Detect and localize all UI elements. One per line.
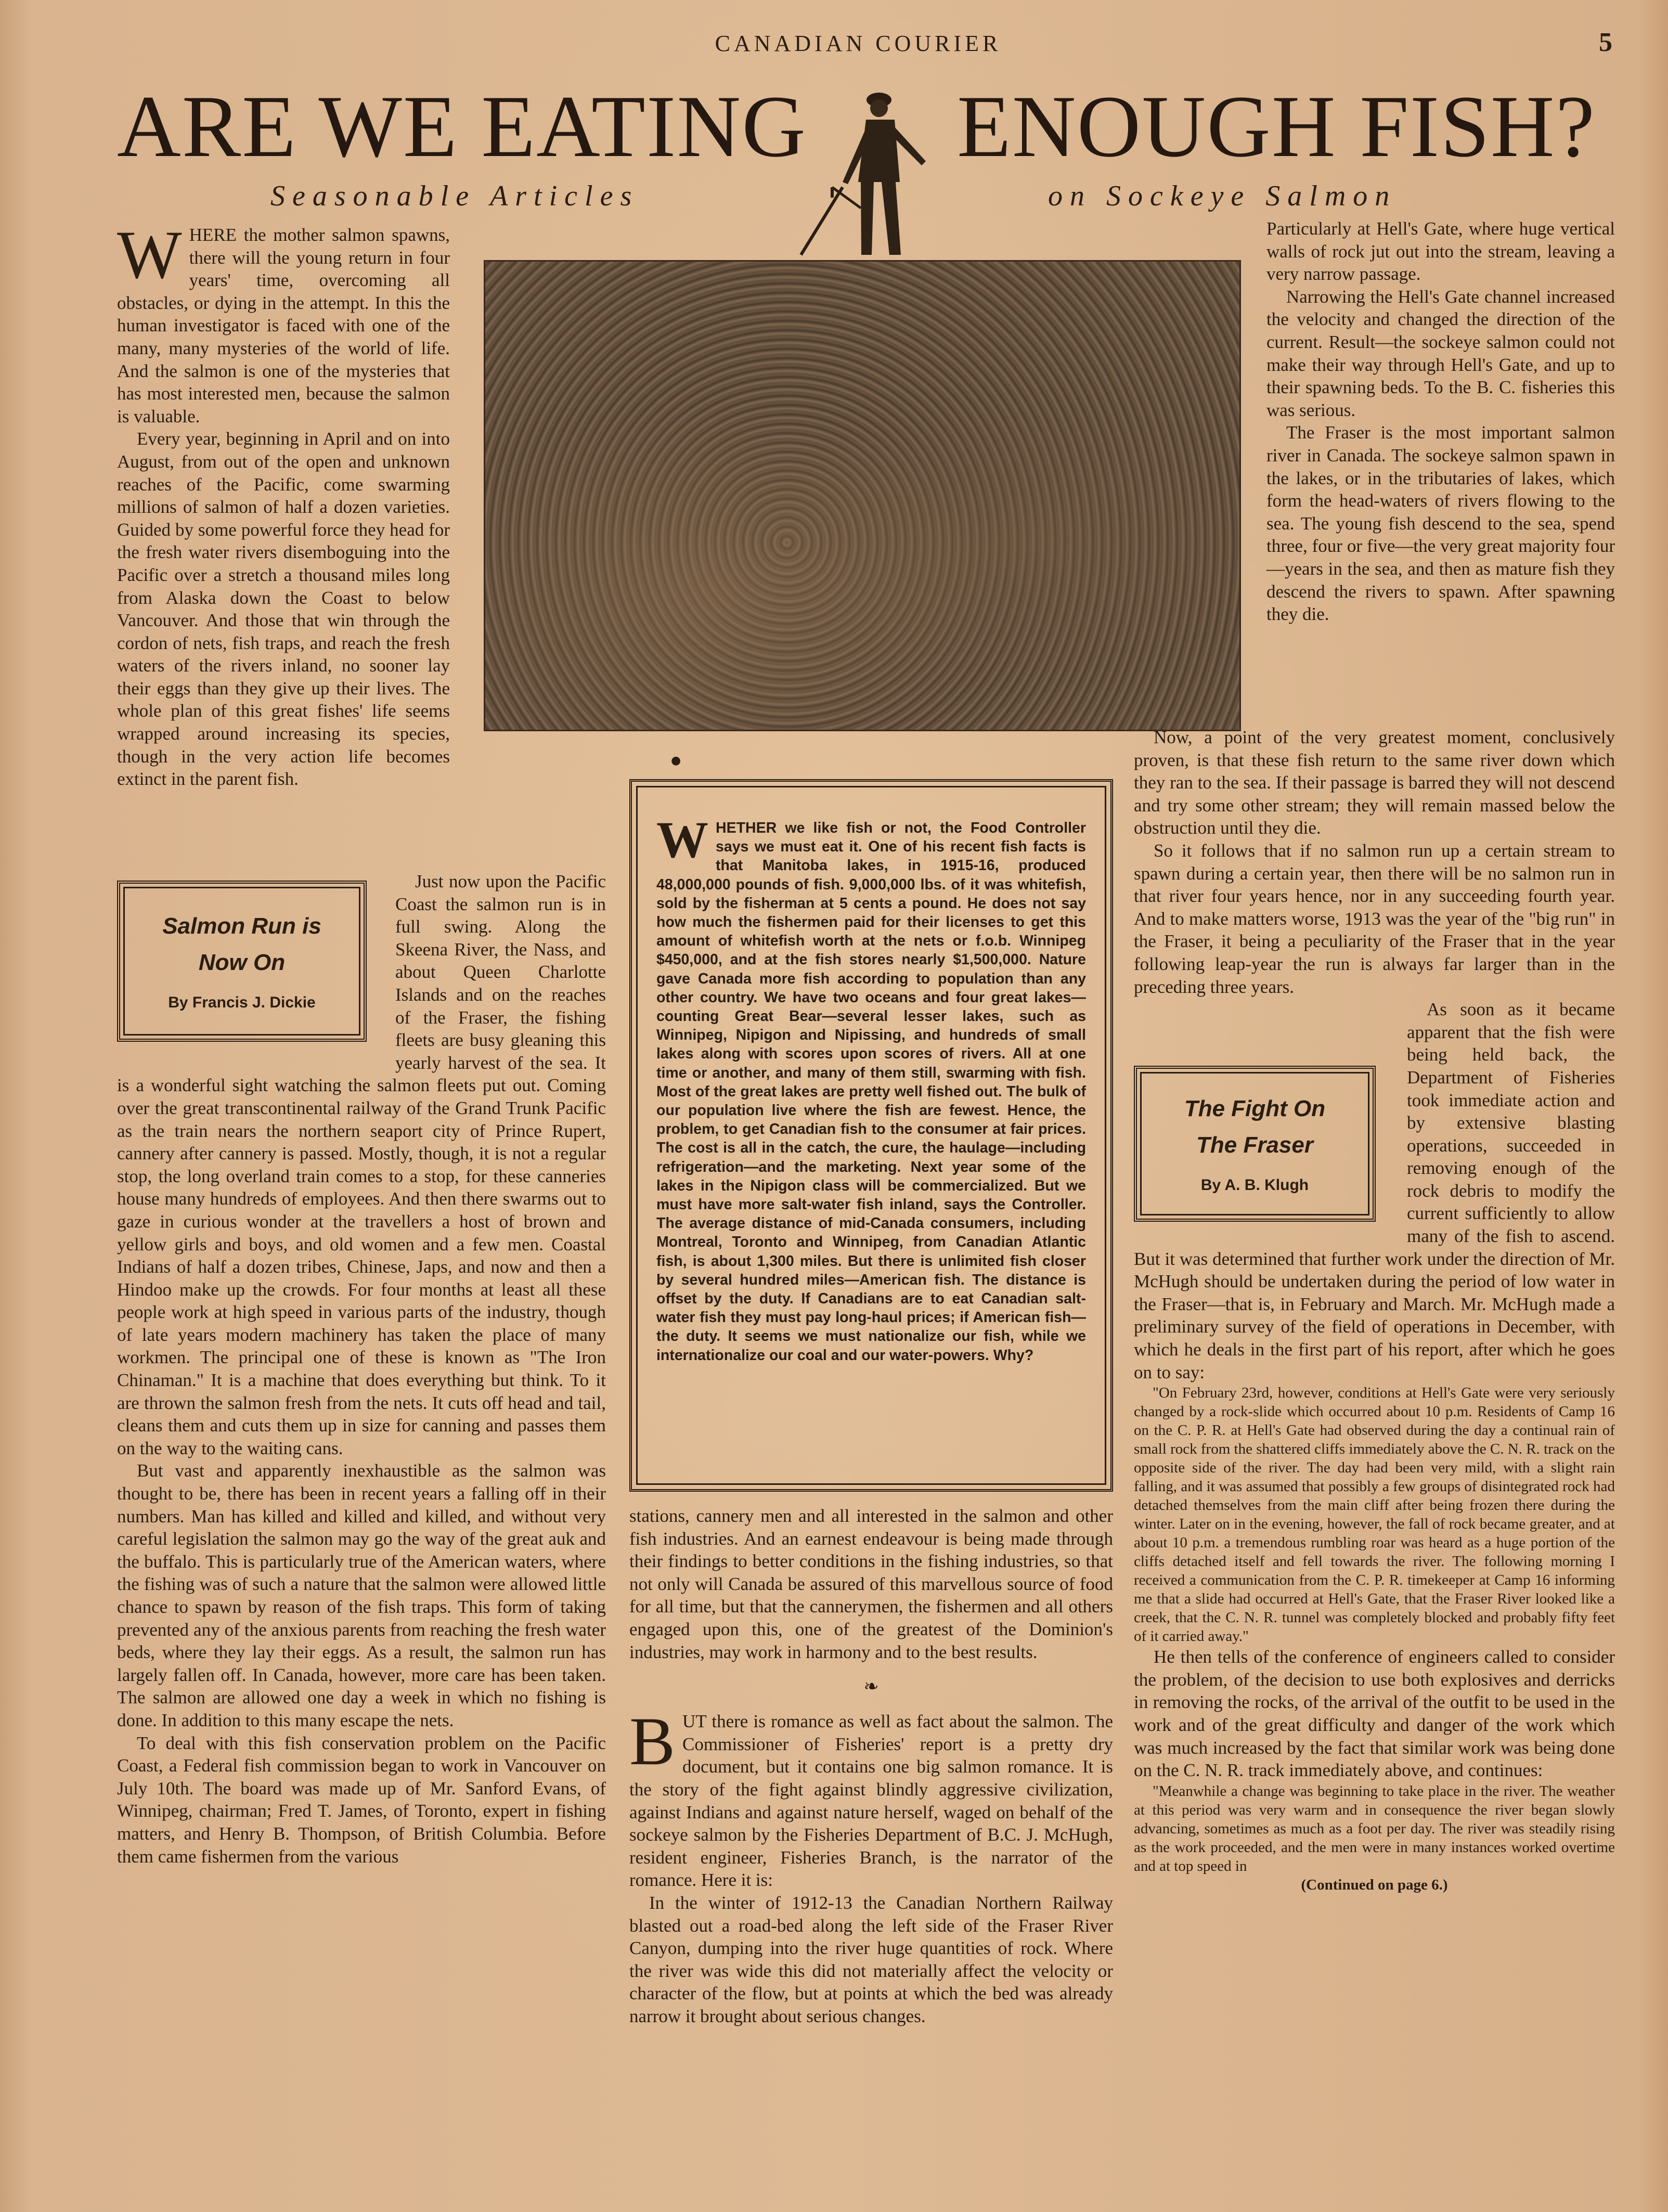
- magazine-name: CANADIAN COURIER: [715, 31, 1002, 56]
- paragraph: He then tells of the conference of engineers called to consider the problem, of the decision to use both explosives and derricks in removing the rocks, of the arrival of the outfit to be used in the work and of the great difficulty and danger of the work which was much increased by the fact that similar work was being done on the C. N. R. track immediately above, and continues:: [1134, 1647, 1615, 1781]
- salmon-pile-photo: [484, 260, 1241, 731]
- sidebar-salmon-run: [117, 881, 367, 1042]
- sidebar-fight-fraser: [1134, 1066, 1376, 1222]
- article-column-1-lower: [117, 870, 606, 1868]
- dropcap-w: W: [656, 811, 708, 869]
- food-controller-box: [629, 779, 1113, 1492]
- sidebar-title: The Fraser: [1196, 1132, 1313, 1158]
- article-column-1: [117, 216, 450, 791]
- paragraph: To deal with this fish conservation problem on the Pacific Coast, a Federal fish commission began to work in Vancouver on July 10th. The board was made up of Mr. Sanford Evans, of Winnipeg, chairman; Fred T. James, of Toronto, expert in fishing matters, and Henry B. Thompson, of British Columbia. Before them came fishermen from the various: [117, 1732, 606, 1867]
- sidebar-title: Salmon Run is: [162, 913, 321, 939]
- headline-left: ARE WE EATING: [117, 77, 807, 175]
- paragraph: HERE the mother salmon spawns, there will the young return in four years' time, overcoming all obstacles, or dying in the attempt. In this the human investigator is faced with one of the many, many mysteries of the world of life. And the salmon is one of the mysteries that has most interested men, because the salmon is valuable.: [117, 225, 450, 426]
- article-column-3: [1266, 217, 1615, 626]
- sidebar-byline: By Francis J. Dickie: [168, 994, 316, 1012]
- divider-ornament: ❧: [863, 1676, 879, 1697]
- deck-right: on Sockeye Salmon: [1048, 180, 1397, 212]
- article-column-2: [629, 1505, 1113, 2027]
- paragraph: Every year, beginning in April and on into August, from out of the open and unknown reaches of the Pacific, come swarming millions of salmon of half a dozen varieties. Guided by some powerful force they head for the fresh water rivers disemboguing into the Pacific over a stretch a thousand miles long from Alaska down the Coast to below Vancouver. And those that win through the cordon of nets, fish traps, and reach the fresh waters of the rivers inland, no sooner lay their eggs than they give up their lives. The whole plan of this great fishes' life seems wrapped around increasing its species, though in the very action life becomes extinct in the parent fish.: [117, 429, 450, 790]
- paragraph: stations, cannery men and all interested in the salmon and other fish industries. And an earnest endeavour is being made through their findings to better conditions in the fishing industries, so that not only will Canada be assured of this marvellous source of food for all time, but that the cannerymen, the fishermen and all others engaged upon this, one of the greatest of the Dominion's industries, may work in harmony and to the best results.: [629, 1506, 1113, 1662]
- sidebar-byline: By A. B. Klugh: [1200, 1176, 1309, 1194]
- paragraph: Narrowing the Hell's Gate channel increased the velocity and changed the direction of the current. Result—the sockeye salmon could not make their way through Hell's Gate, and up to their spawning beds. To the B. C. fisheries this was serious.: [1266, 286, 1615, 420]
- page-number: 5: [1599, 28, 1612, 57]
- paragraph: Now, a point of the very greatest moment, conclusively proven, is that these fish return to the same river down which they ran to the sea. If their passage is barred they will not descend and try some other stream; they will remain massed below the obstruction until they die.: [1134, 727, 1615, 838]
- paragraph: The Fraser is the most important salmon river in Canada. The sockeye salmon spawn in the lakes, or in the tributaries of lakes, which form the head-waters of rivers flowing to the sea. The young fish descend to the sea, spend three, four or five—the very great majority four—years in the sea, and then as mature fish they descend the rivers to spawn. After spawning they die.: [1266, 422, 1615, 625]
- headline-right: ENOUGH FISH?: [957, 77, 1596, 175]
- food-box-text: HETHER we like fish or not, the Food Controller says we must eat it. One of his recent fish facts is that Manitoba lakes, in 1915-16, produced 48,000,000 pounds of fish. 9,000,000 lbs. of it was whitefish, sold by the fisherman at 5 cents a pound. He does not say how much the fishermen paid for their licenses to get this amount of whitefish worth at the nets or f.o.b. Winnipeg $450,000, and at the fish stores nearly $1,500,000. Nature gave Canada more fish according to population than any other country. We have two oceans and four great lakes—counting Great Bear—several lesser lakes, such as Winnipeg, Nipigon and Nipissing, and hundreds of small lakes along with scores upon scores of rivers. All at one time or another, and many of them still, swarming with fish. Most of the great lakes are pretty well fished out. The bulk of our population live where the fish are fewest. Hence, the problem, to get Canadian fish to the consumer at fair prices. The cost is all in the catch, the cure, the haulage—including refrigeration—and the marketing. Next year some of the lakes in the Nipigon class will be commercialized. But we must have more salt-water fish inland, says the Controller. The average distance of mid-Canada consumers, including Montreal, Toronto and Winnipeg, from Canadian Atlantic fish, is about 1,300 miles. But there is unlimited fish closer by several hundred miles—American fish. The distance is offset by the duty. If Canadians are to eat Canadian salt-water fish they must pay long-haul prices; if American fish—the duty. It seems we must nationalize our fish, while we internationalize our coal and our water-powers. Why?: [656, 820, 1086, 1364]
- deck-left: Seasonable Articles: [270, 180, 639, 212]
- paragraph: Just now upon the Pacific Coast the salmon run is in full swing. Along the Skeena River, the Nass, and about Queen Charlotte Islands and on the reaches of the Fraser, the fishing fleets are busy gleaning this yearly harvest of the sea. It is a wonderful sight watching the salmon fleets put out. Coming over the great transcontinental railway of the Grand Trunk Pacific as the train nears the northern seaport city of Prince Rupert, cannery after cannery is passed. Mostly, though, it is not a regular stop, the long overland train comes to a stop, for these canneries house many hundreds of employees. And then there swarms out to gaze in curious wonder at the travellers a host of brown and yellow girls and boys, and old women and a few men. Coastal Indians of half a dozen tribes, Chinese, Japs, and now and then a Hindoo make up the crowds. For four months at least all these people work at high speed in various parts of the industry, though of late years modern machinery has taken the place of many workmen. The principal one of these is known as "The Iron Chinaman." It is a machine that does everything but think. To it are thrown the salmon fresh from the nets. It cuts off head and tail, cleans them and cuts them up in size for canning and passes them on the way to the waiting cans.: [117, 871, 606, 1458]
- quoted-report: "Meanwhile a change was beginning to take place in the river. The weather at this period was very warm and in consequence the river began slowly advancing, sometimes as much as a foot per day. The river was steadily rising as the work proceeded, and the men were in many instances worked overtime and at top speed in: [1134, 1782, 1615, 1874]
- fisherman-figure: [770, 83, 988, 265]
- dropcap-w: W: [117, 216, 182, 293]
- dropcap-b: B: [629, 1703, 676, 1780]
- paragraph: So it follows that if no salmon run up a certain stream to spawn during a certain year, then there will be no salmon run in that river four years hence, nor in any succeeding fourth year. And to make matters worse, 1913 was the year of the "big run" in the Fraser, it being a peculiarity of the Fraser that in the year following leap-year the run is always far larger than in the preceding three years.: [1134, 840, 1615, 997]
- quoted-report: "On February 23rd, however, conditions at Hell's Gate were very seriously changed by a rock-slide which occurred about 10 p.m. Residents of Camp 16 on the C. P. R. at Hell's Gate had observed during the day a continual rain of small rock from the shattered cliffs immediately above the C. N. R. track on the opposite side of the river. The day had been very mild, with a slight rain falling, and it was assumed that possibly a few groups of disintegrated rock had detached themselves from the main cliff after being frozen there during the winter. Later on in the evening, however, the fall of rock became greater, and at about 10 p.m. a tremendous rumbling roar was heard as a huge portion of the cliffs detached itself and fell towards the river. The following morning I received a communication from the C. P. R. timekeeper at Camp 16 informing me that a slide had occurred at Hell's Gate, that the Fraser River looked like a creek, that the C. N. R. tunnel was completely blocked and probably fifty feet of it carried away.": [1134, 1385, 1615, 1645]
- paragraph: UT there is romance as well as fact about the salmon. The Commissioner of Fisheries' report is a pretty dry document, but it contains one big salmon romance. It is the story of the fight against blindly aggressive civilization, against Indians and against nature herself, waged on behalf of the sockeye salmon by the Fisheries Department of B.C. J. McHugh, resident engineer, Fisheries Branch, is the narrator of the romance. Here it is:: [629, 1711, 1113, 1891]
- paragraph: In the winter of 1912-13 the Canadian Northern Railway blasted out a road-bed along the left side of the Fraser River Canyon, dumping into the river huge quantities of rock. Where the river was wide this did not materially affect the velocity or character of the flow, but at points at which the bed was already narrow it brought about serious changes.: [629, 1892, 1113, 2026]
- sidebar-title: The Fight On: [1184, 1096, 1326, 1122]
- sidebar-title: Now On: [198, 950, 286, 976]
- paragraph: As soon as it became apparent that the fish were being held back, the Department of Fisheries took immediate action and by extensive blasting operations, succeeded in removing enough of the rock debris to modify the current sufficiently to allow many of the fish to ascend. But it was determined that further work under the direction of Mr. McHugh should be undertaken during the period of low water in the Fraser—that is, in February and March. Mr. McHugh made a preliminary survey of the field of operations in December, with which he deals in the first part of his report, after which he goes on to say:: [1134, 999, 1615, 1382]
- divider-ornament: ●: [671, 754, 681, 767]
- continued-note: (Continued on page 6.): [1301, 1876, 1448, 1893]
- paragraph: But vast and apparently inexhaustible as the salmon was thought to be, there has been in recent years a falling off in their numbers. Man has killed and killed and killed, and without very careful legislation the salmon may go the way of the great auk and the buffalo. This is particularly true of the American waters, where the fishing was of such a nature that the salmon were allowed little chance to spawn by reason of the fish traps. This form of taking prevented any of the anxious parents from reaching the fresh water beds, where they lay their eggs. As a result, the salmon run has largely fallen off. In Canada, however, more care has been taken. The salmon are allowed one day a week in which no fishing is done. In addition to this many escape the nets.: [117, 1460, 606, 1730]
- paragraph: Particularly at Hell's Gate, where huge vertical walls of rock jut out into the stream, leaving a very narrow passage.: [1266, 218, 1615, 284]
- article-column-3-lower: [1134, 726, 1615, 1894]
